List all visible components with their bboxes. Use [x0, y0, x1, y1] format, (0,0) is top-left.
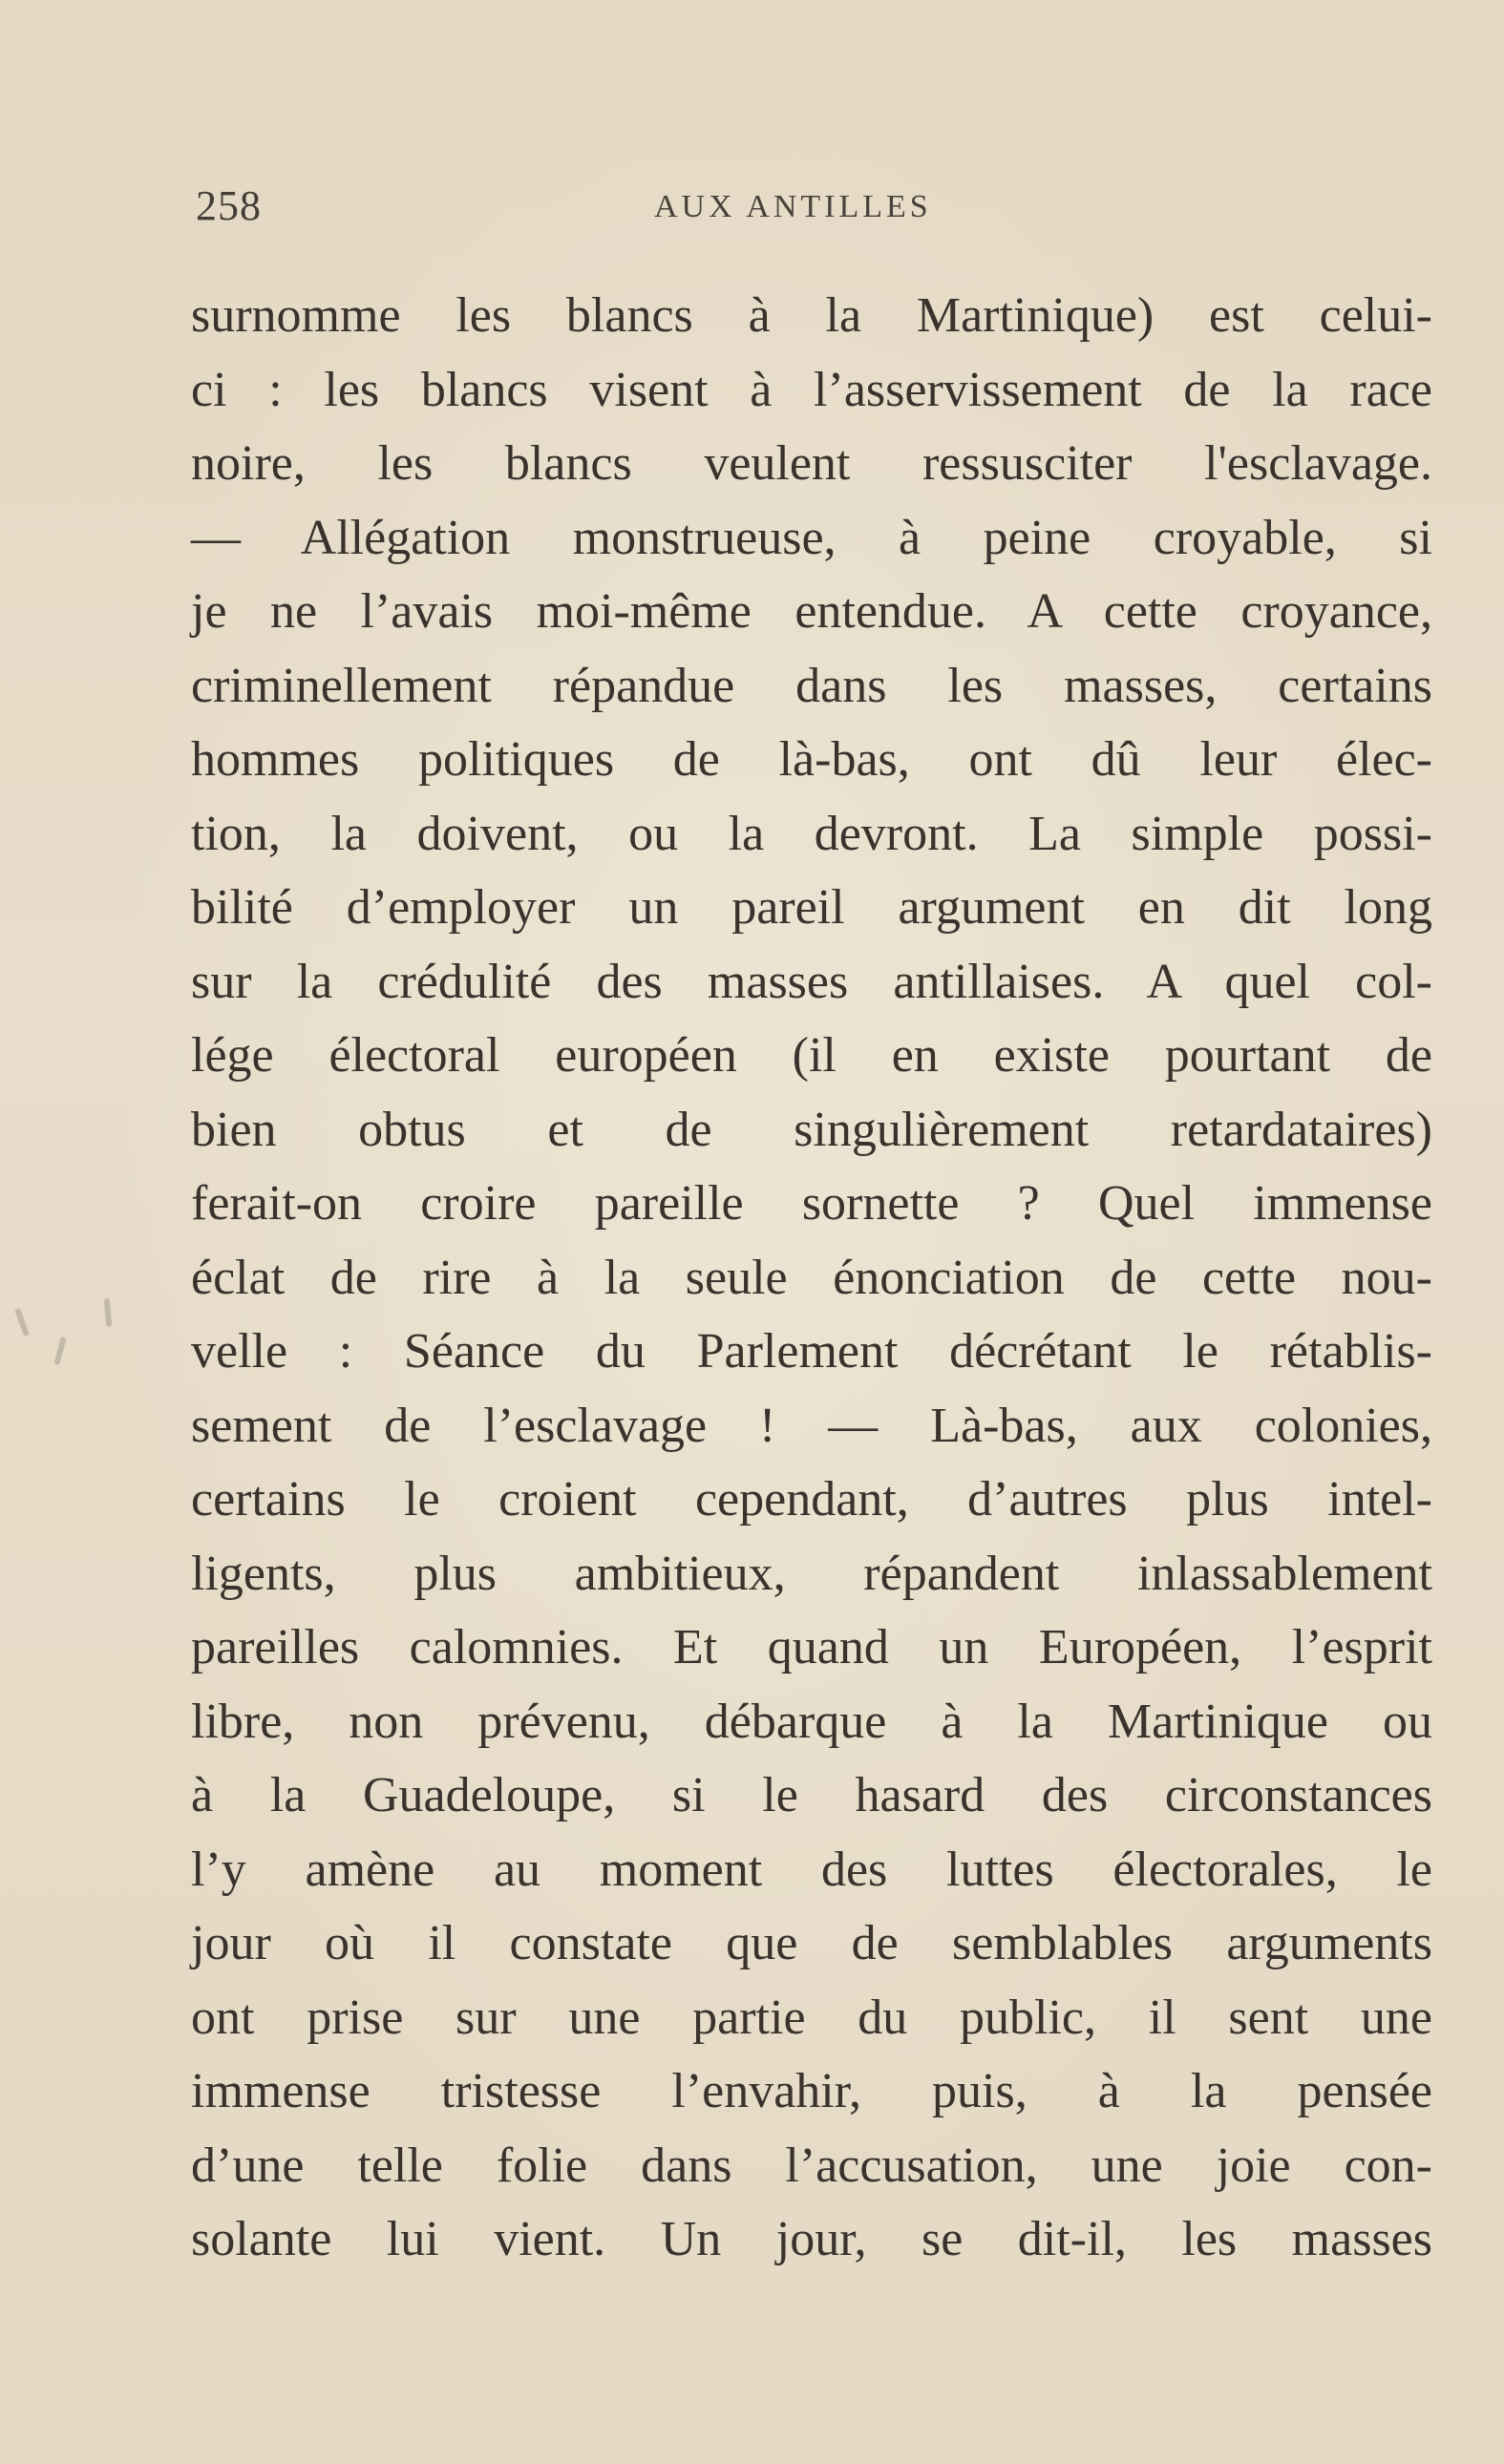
text-line: bilité d’employer un pareil argument en dit long — [191, 880, 1432, 935]
page-number: 258 — [196, 182, 262, 229]
text-line: ont prise sur une partie du public, il sent une — [191, 1990, 1432, 2045]
text-line: noire, les blancs veulent ressusciter l'esclavage. — [191, 436, 1432, 491]
text-line: ligents, plus ambitieux, répandent inlassablement — [191, 1546, 1432, 1601]
text-line: — Allégation monstrueuse, à peine croyable, si — [191, 510, 1432, 565]
text-line: tion, la doivent, ou la devront. La simple possi- — [191, 806, 1432, 861]
text-line: ci : les blancs visent à l’asservissement de la race — [191, 362, 1432, 417]
text-line: surnomme les blancs à la Martinique) est celui- — [191, 288, 1432, 343]
text-line: immense tristesse l’envahir, puis, à la pensée — [191, 2064, 1432, 2118]
text-line: certains le croient cependant, d’autres plus intel- — [191, 1472, 1432, 1527]
text-line: pareilles calomnies. Et quand un Européen, l’esprit — [191, 1620, 1432, 1674]
page-header — [196, 181, 1437, 239]
running-head: AUX ANTILLES — [654, 189, 932, 224]
smudge-mark — [53, 1337, 67, 1366]
text-line: sement de l’esclavage ! — Là-bas, aux colonies, — [191, 1398, 1432, 1453]
text-line: je ne l’avais moi-même entendue. A cette croyance, — [191, 584, 1432, 639]
text-line: l’y amène au moment des luttes électorales, le — [191, 1842, 1432, 1897]
text-line: hommes politiques de là-bas, ont dû leur élec- — [191, 732, 1432, 787]
body-text — [191, 279, 1432, 2277]
text-line: à la Guadeloupe, si le hasard des circonstances — [191, 1768, 1432, 1822]
margin-smudge — [0, 1270, 153, 1413]
text-line: sur la crédulité des masses antillaises. A quel col- — [191, 954, 1432, 1009]
smudge-mark — [104, 1298, 113, 1327]
text-line: ferait-on croire pareille sornette ? Quel immense — [191, 1176, 1432, 1231]
text-line: bien obtus et de singulièrement retardataires) — [191, 1102, 1432, 1157]
text-line: solante lui vient. Un jour, se dit-il, les masses — [191, 2212, 1432, 2266]
smudge-mark — [14, 1308, 30, 1337]
text-line: jour où il constate que de semblables arguments — [191, 1916, 1432, 1970]
text-line: éclat de rire à la seule énonciation de cette nou- — [191, 1250, 1432, 1305]
text-line: criminellement répandue dans les masses, certains — [191, 658, 1432, 713]
text-line: libre, non prévenu, débarque à la Martinique ou — [191, 1694, 1432, 1749]
text-line: lége électoral européen (il en existe pourtant de — [191, 1028, 1432, 1083]
text-line: d’une telle folie dans l’accusation, une joie con- — [191, 2138, 1432, 2193]
text-line: velle : Séance du Parlement décrétant le rétablis- — [191, 1324, 1432, 1379]
